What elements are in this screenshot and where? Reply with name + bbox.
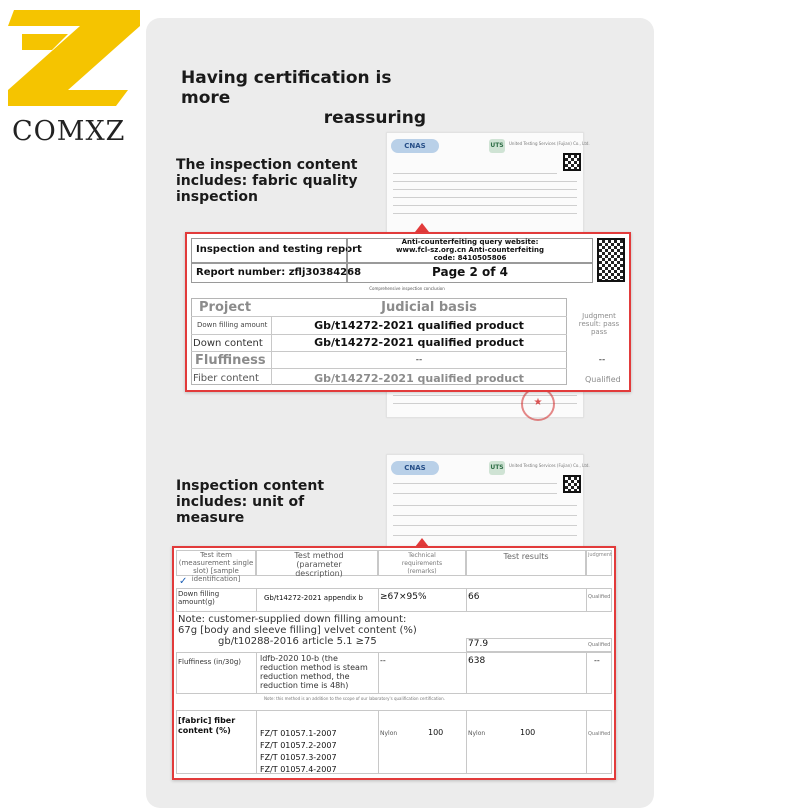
down-filling-method: Gb/t14272-2021 appendix b <box>264 594 363 602</box>
fiber-method: FZ/T 01057.4-2007 <box>260 765 337 774</box>
page-indicator: Page 2 of 4 <box>432 265 508 279</box>
fiber-item: [fabric] fiber content (%) <box>178 716 236 735</box>
note-line: 67g [body and sleeve filling] velvet content (%) <box>178 625 417 636</box>
seal-stamp-icon: ★ <box>521 387 555 421</box>
fiber-methods <box>260 728 337 776</box>
note-line: Note: customer-supplied down filling amount: <box>178 614 407 625</box>
fiber-result-value: 100 <box>520 728 536 737</box>
header-test-item: Test item (measurement single slot) [sample identification] <box>178 551 254 583</box>
section1-title-line: The inspection content <box>176 157 358 173</box>
fiber-judgment: Qualified <box>588 731 611 737</box>
row-basis: Gb/t14272-2021 qualified product <box>314 372 524 385</box>
section2-title-line: measure <box>176 510 245 526</box>
conclusion-label: Comprehensive inspection conclusion <box>369 286 445 291</box>
anti-counterfeit-info <box>347 238 593 262</box>
fluffiness-method: ldfb-2020 10-b (the reduction method is steam reduction method, the reduction time is 48h) <box>260 654 368 690</box>
fiber-req-name: Nylon <box>380 730 398 737</box>
page-heading <box>181 68 426 128</box>
col-judgment: Judgment result: pass pass <box>578 312 620 336</box>
down-filling-req: ≥67×95% <box>380 592 427 602</box>
anti-line: Anti-counterfeiting query website: <box>401 238 539 246</box>
header-test-results: Test results <box>503 552 549 561</box>
row-item: Down content <box>193 338 263 349</box>
col-judicial-basis: Judicial basis <box>381 300 477 315</box>
fluffiness-judgment: -- <box>594 656 600 665</box>
anti-line: www.fcl-sz.org.cn Anti-counterfeiting <box>396 246 544 254</box>
lab-name: United Testing Services (Fujian) Co., Ltd. <box>509 463 590 468</box>
fluffiness-note: Note: this method is an addition to the scope of our laboratory's qualification certification. <box>264 696 445 701</box>
note-line: gb/t10288-2016 article 5.1 ≥75 <box>218 636 377 647</box>
fluffiness-result: 638 <box>468 656 486 666</box>
down-filling-result: 66 <box>468 592 480 602</box>
velvet-judgment: Qualified <box>588 642 611 648</box>
fiber-result-name: Nylon <box>468 730 486 737</box>
down-filling-judgment: Qualified <box>588 594 611 600</box>
section1-title-line: includes: fabric quality <box>176 173 358 189</box>
velvet-result: 77.9 <box>468 639 489 649</box>
note-block <box>178 614 417 647</box>
down-filling-item: Down filling amount(g) <box>178 590 220 606</box>
results-zoom-box <box>172 546 616 780</box>
brand-logo <box>0 0 150 150</box>
fiber-method: FZ/T 01057.2-2007 <box>260 741 337 750</box>
section1-title-line: inspection <box>176 189 258 205</box>
lab-name: United Testing Services (Fujian) Co., Ltd. <box>509 141 590 146</box>
qr-code-icon <box>563 153 581 171</box>
heading-line-2: reassuring <box>323 108 426 128</box>
cnas-logo: CNAS <box>391 461 439 475</box>
fiber-method: FZ/T 01057.3-2007 <box>260 753 337 762</box>
qr-code-icon <box>563 475 581 493</box>
header-tech-req: Technical requirements (remarks) <box>401 552 443 575</box>
row-basis: Gb/t14272-2021 qualified product <box>314 319 524 332</box>
brand-name: COMXZ <box>12 116 126 147</box>
fluffiness-item: Fluffiness (in/30g) <box>178 658 241 666</box>
section1-title <box>176 157 357 205</box>
header-test-method: Test method (parameter description) <box>294 551 344 578</box>
row-item: Fiber content <box>193 373 259 384</box>
uts-logo: UTS <box>489 139 505 153</box>
row-basis: Gb/t14272-2021 qualified product <box>314 336 524 349</box>
check-icon: ✓ <box>179 576 188 587</box>
row-item: Down filling amount <box>197 321 268 329</box>
row-basis: -- <box>415 355 423 365</box>
heading-line-1: Having certification is more <box>181 68 392 108</box>
fluffiness-req: -- <box>380 656 386 665</box>
col-project: Project <box>199 300 252 315</box>
section2-title <box>176 478 324 526</box>
anti-line: code: 8410505806 <box>433 254 507 262</box>
cnas-logo: CNAS <box>391 139 439 153</box>
uts-logo: UTS <box>489 461 505 475</box>
row-item: Fluffiness <box>195 353 266 368</box>
pointer-arrow-icon <box>415 223 429 232</box>
row-result: Qualified <box>585 375 621 384</box>
section2-title-line: Inspection content <box>176 478 325 494</box>
header-judgment: judgment <box>588 552 612 558</box>
section2-title-line: includes: unit of <box>176 494 305 510</box>
report-number: Report number: zflj30384268 <box>196 267 362 278</box>
z-logo-icon <box>8 10 140 106</box>
row-result: -- <box>598 355 606 365</box>
report-title: Inspection and testing report <box>196 244 362 255</box>
qr-code-icon <box>597 238 625 282</box>
fiber-req-value: 100 <box>428 728 444 737</box>
report-zoom-box <box>185 232 631 392</box>
fiber-method: FZ/T 01057.1-2007 <box>260 729 337 738</box>
